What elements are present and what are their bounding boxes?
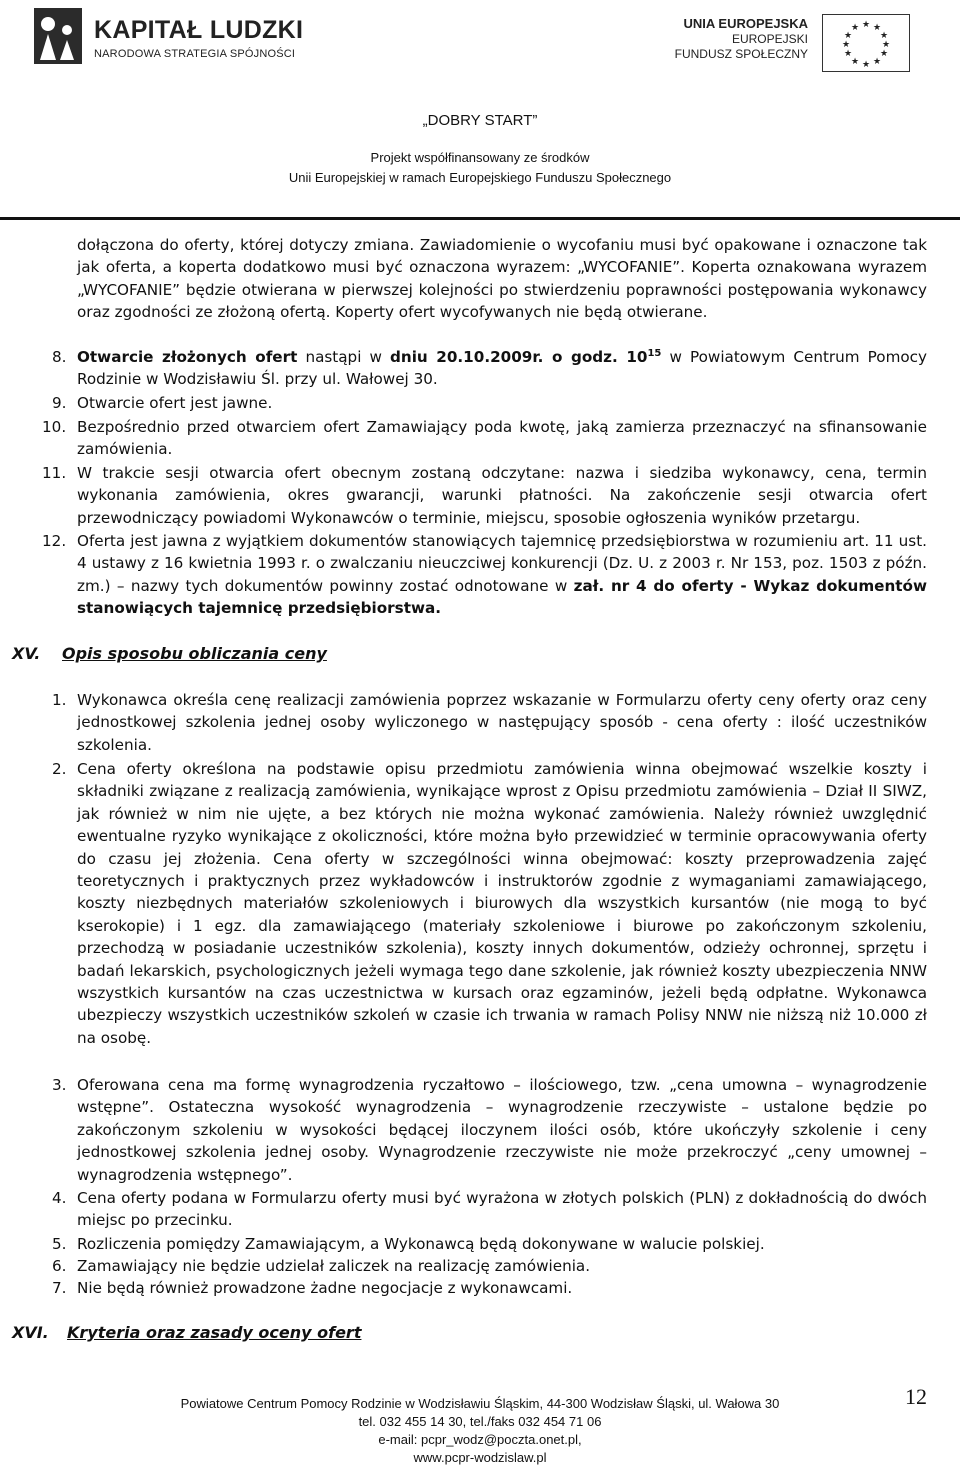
svg-text:★: ★ [843, 49, 853, 59]
xv-item-2-number: 2. [52, 760, 67, 778]
item-8-text-2: w Powiatowym Centrum Pomocy Rodzinie w Wodzisławiu Śl. przy ul. Wałowej 30. [77, 348, 928, 389]
xv-item-5-number: 5. [52, 1235, 67, 1253]
item-12-text [77, 530, 927, 620]
logo-title: KAPITAŁ LUDZKI [94, 16, 304, 44]
header-divider [0, 217, 960, 220]
xv-item-1-text: Wykonawca określa cenę realizacji zamówienia poprzez wskazanie w Formularzu oferty ceny oferty oraz ceny jednostkowej szkolenia jednej osoby wyliczonego w następujący sposób - cena oferty : ilość uczestników szkolenia. [77, 691, 927, 754]
continued-paragraph: dołączona do oferty, której dotyczy zmiana. Zawiadomienie o wycofaniu musi być opakowane i oznaczone tak jak oferta, a koperta dodatkowo musi być oznaczona wyrazem: „WYCOFANIE”. Koperta oznakowana wyrazem „WYCOFANIE” będzie otwierana w pierwszej kolejności po stwierdzeniu poprawności postępowania wykonawcy oraz zgodności ze złożoną ofertą. Koperty ofert wycofywanych nie będą otwierane. [77, 236, 927, 322]
xv-item-7-number: 7. [52, 1279, 67, 1297]
footer-phone: tel. 032 455 14 30, tel./faks 032 454 71 06 [358, 1414, 602, 1429]
xv-item-1-number: 1. [52, 691, 67, 709]
item-8-superscript: 15 [647, 347, 662, 359]
xv-item-3-number: 3. [52, 1076, 67, 1094]
xv-item-6-number: 6. [52, 1257, 67, 1275]
item-11-number: 11. [42, 464, 67, 482]
svg-text:★: ★ [881, 40, 891, 50]
svg-text:★: ★ [872, 23, 882, 33]
section-xvi-heading [12, 1322, 912, 1346]
xv-item-2-text: Cena oferty określona na podstawie opisu przedmiotu zamówienia winna obejmować wszelkie koszty i składniki związane z realizacją zamówienia, wynikające wprost z Opisu przedmiotu zamówienia – Dział II SIWZ, jak również w nim nie ujęte, a bez których nie można wykonać zamówienia. Należy również uwzględnić ewentualne ryzyko wynikające z okoliczności, które można było przewidzieć w terminie opracowywania oferty do czasu jej złożenia. Cena oferty w szczególności winna obejmować: koszty przeprowadzenia zajęć teoretycznych i praktycznych przez wykładowców i instruktorów zgodnie z wymaganiami zamawiającego, koszty niezbędnych materiałów szkoleniowych i biurowych dla wszystkich kursantów (nie mogą to być kserokopie) i 1 egz. dla zamawiającego (materiały szkoleniowe i biurowe po zakończonym szkoleniu, przechodzą w posiadanie uczestników szkolenia), koszty innych dokumentów, odzieży ochronnej, sprzętu i badań lekarskich, psychologicznych jeżeli wymaga tego dane szkolenie, jak również koszty ubezpieczenia NNW wszystkich kursantów na czas uczestnictwa w kursach oraz egzaminów, jeżeli będą odpłatne. Wykonawca ubezpieczy wszystkich uczestników szkoleń w czasie ich trwania w ramach Polisy NNW nie niższą niż 10.000 zł na osobę. [77, 760, 927, 1047]
item-12-text-main: Oferta jest jawna z wyjątkiem dokumentów stanowiących tajemnicę przedsiębiorstwa w rozumieniu art. 11 ust. 4 ustawy z 16 kwietnia 1993 r. o zwalczaniu nieuczciwej konkurencji (Dz. U. z 2003 r. Nr 153, poz. 1503 z późn. zm.) – nazwy tych dokumentów powinny zostać odnotowane w [77, 532, 927, 595]
item-8-bold-1: Otwarcie złożonych ofert [77, 348, 298, 366]
item-9-number: 9. [52, 394, 67, 412]
page-footer [0, 1395, 960, 1467]
eu-logo [640, 10, 940, 70]
item-10-number: 10. [42, 418, 67, 436]
xv-item-7-text: Nie będą również prowadzone żadne negocjacje z wykonawcami. [77, 1279, 573, 1297]
item-8-bold-2: dniu 20.10.2009r. o godz. 10 [390, 348, 648, 366]
kapital-ludzki-emblem-icon [34, 8, 82, 64]
page-number: 12 [905, 1384, 927, 1409]
item-8-text [77, 346, 927, 391]
xv-item-6-text: Zamawiający nie będzie udzielał zaliczek na realizację zamówienia. [77, 1257, 591, 1275]
section-xv-number: XV. [12, 644, 41, 663]
item-8-number: 8. [52, 348, 67, 366]
eu-logo-line1: UNIA EUROPEJSKA [683, 16, 808, 31]
xv-item-4-number: 4. [52, 1189, 67, 1207]
item-11-text: W trakcie sesji otwarcia ofert obecnym zostaną odczytane: nazwa i siedziba wykonawcy, cena, termin wykonania zamówienia, okres gwarancji, warunki płatności. Na zakończenie sesji otwarcia ofert przewodniczący powiadomi Wykonawców o terminie, miejscu, sposobie ogłoszenia wyników przetargu. [77, 464, 927, 527]
item-12-bold: zał. nr 4 do oferty - Wykaz dokumentów stanowiących tajemnicę przedsiębiorstwa. [77, 576, 927, 618]
kapital-ludzki-logo [34, 8, 324, 68]
svg-text:★: ★ [879, 31, 889, 41]
section-xvi-number: XVI. [12, 1323, 49, 1342]
section-xvi-title: Kryteria oraz zasady oceny ofert [67, 1323, 362, 1342]
item-9-text: Otwarcie ofert jest jawne. [77, 394, 273, 412]
svg-text:★: ★ [841, 40, 851, 50]
xv-item-5-text: Rozliczenia pomiędzy Zamawiającym, a Wykonawcą będą dokonywane w walucie polskiej. [77, 1235, 765, 1253]
eu-logo-line2: EUROPEJSKI [731, 32, 808, 46]
item-10-text: Bezpośrednio przed otwarciem ofert Zamawiający poda kwotę, jaką zamierza przeznaczyć na sfinansowanie zamówienia. [77, 418, 927, 459]
footer-email: e-mail: pcpr_wodz@poczta.onet.pl, [378, 1432, 582, 1447]
item-8-text-1: nastąpi w [297, 348, 391, 366]
footer-address: Powiatowe Centrum Pomocy Rodzinie w Wodzisławiu Śląskim, 44-300 Wodzisław Śląski, ul. Wałowa 30 [180, 1396, 780, 1411]
project-cofinance-line1: Projekt współfinansowany ze środków [370, 150, 590, 165]
svg-text:★: ★ [861, 60, 871, 70]
logo-subtitle: NARODOWA STRATEGIA SPÓJNOŚCI [94, 48, 296, 60]
footer-website: www.pcpr-wodzislaw.pl [413, 1450, 547, 1465]
section-xv-heading [12, 643, 912, 667]
svg-text:★: ★ [879, 49, 889, 59]
eu-logo-line3: FUNDUSZ SPOŁECZNY [674, 47, 808, 61]
xv-item-4-text: Cena oferty podana w Formularzu oferty musi być wyrażona w złotych polskich (PLN) z dokładnością do dwóch miejsc po przecinku. [77, 1189, 927, 1230]
svg-text:★: ★ [861, 20, 871, 30]
svg-text:★: ★ [843, 31, 853, 41]
eu-flag-icon [822, 14, 910, 72]
xv-item-3-text: Oferowana cena ma formę wynagrodzenia ryczałtowo – ilościowego, tzw. „cena umowna – wynagrodzenie wstępne”. Ostateczna wysokość wynagrodzenia – wynagrodzenie rzeczywiste – ustalone będzie po zakończonym szkoleniu w wysokości będącej iloczynem ilości osób, które ukończyły szkolenie i ceny jednostkowej szkolenia jednej osoby. Wynagrodzenie rzeczywiste nie może przekroczyć „ceny umownej – wynagrodzenia wstępnego”. [77, 1076, 927, 1184]
svg-text:★: ★ [872, 57, 882, 67]
item-12-number: 12. [42, 532, 67, 550]
svg-text:★: ★ [850, 57, 860, 67]
project-name: „DOBRY START” [422, 112, 538, 129]
section-xv-title: Opis sposobu obliczania ceny [62, 644, 327, 663]
project-cofinance-line2: Unii Europejskiej w ramach Europejskiego Funduszu Społecznego [288, 170, 672, 185]
svg-text:★: ★ [850, 23, 860, 33]
